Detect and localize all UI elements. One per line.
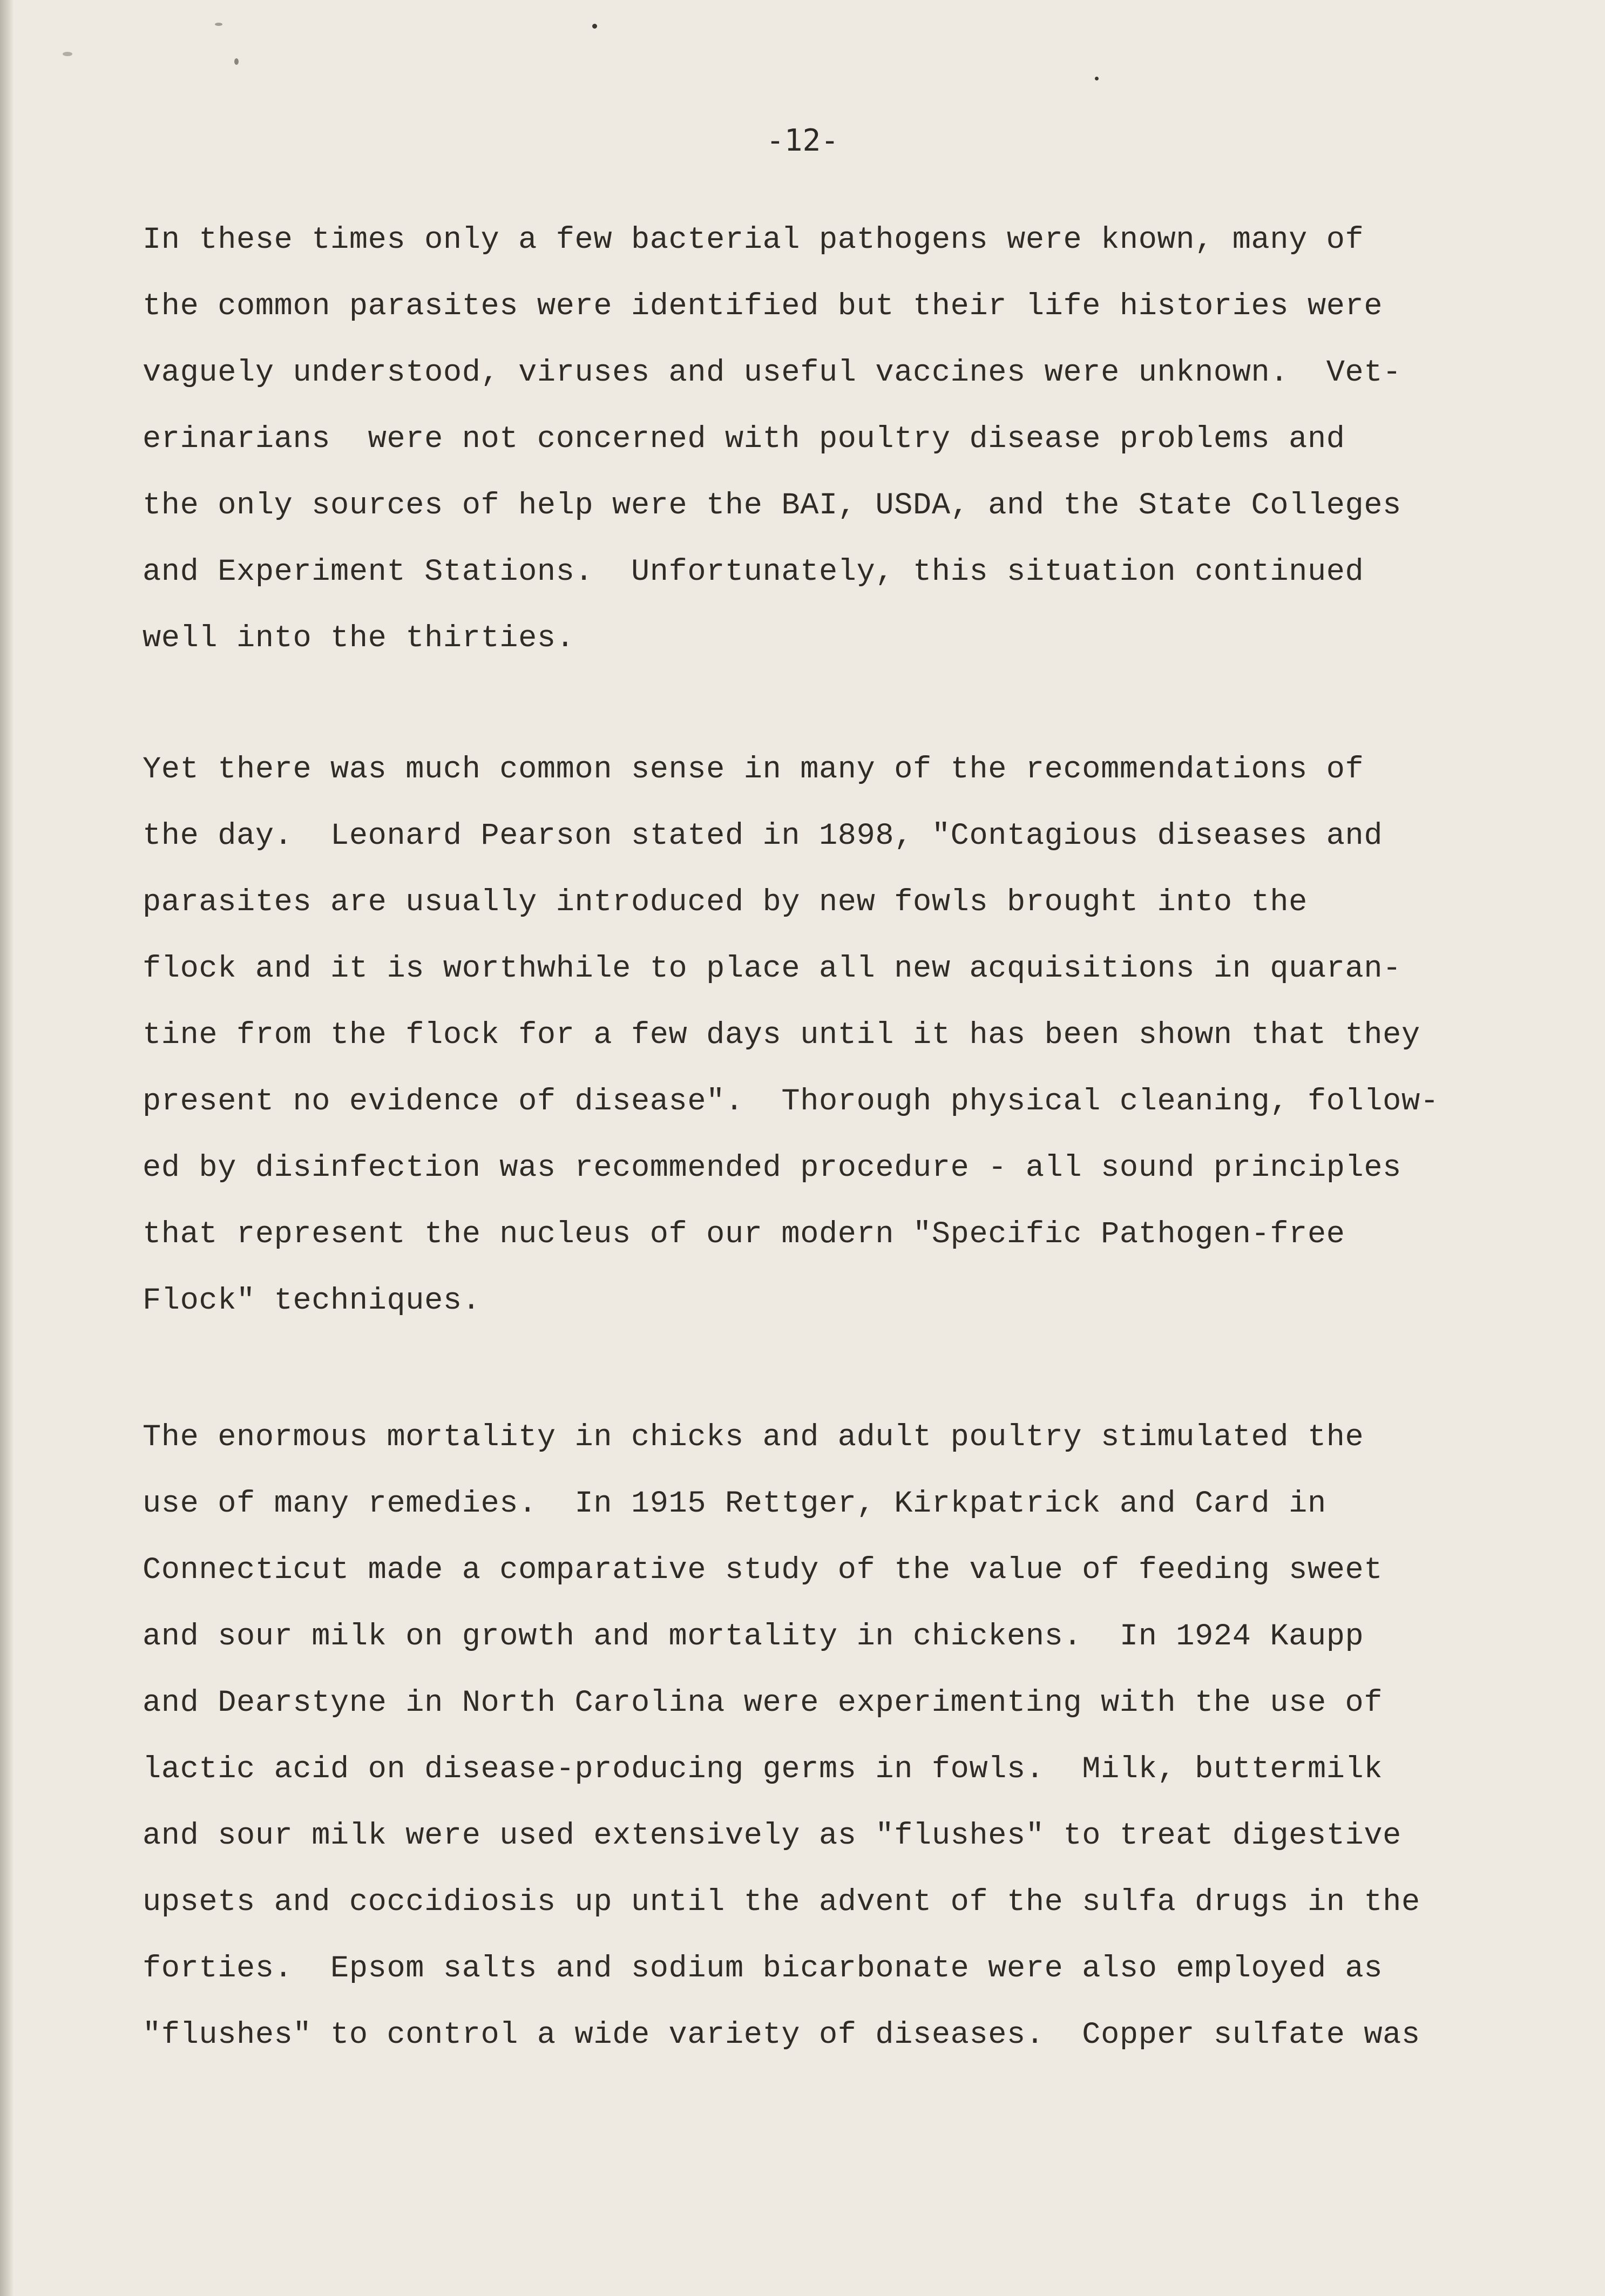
- text-line: and sour milk were used extensively as "flushes" to treat digestive: [143, 1819, 1401, 1853]
- text-line: vaguely understood, viruses and useful vaccines were unknown. Vet-: [143, 356, 1401, 390]
- text-line: the common parasites were identified but their life histories were: [143, 289, 1383, 324]
- text-line: the only sources of help were the BAI, USDA, and the State Colleges: [143, 489, 1401, 523]
- text-line: that represent the nucleus of our modern "Specific Pathogen-free: [143, 1217, 1345, 1252]
- text-line: present no evidence of disease". Thorough physical cleaning, follow-: [143, 1085, 1439, 1119]
- text-line: well into the thirties.: [143, 621, 575, 656]
- text-line: forties. Epsom salts and sodium bicarbonate were also employed as: [143, 1952, 1383, 1986]
- paper-speck: [592, 24, 597, 29]
- page-number: -12-: [766, 123, 839, 158]
- text-line: use of many remedies. In 1915 Rettger, Kirkpatrick and Card in: [143, 1487, 1326, 1521]
- paper-speck: [63, 52, 72, 56]
- text-line: Connecticut made a comparative study of the value of feeding sweet: [143, 1553, 1383, 1588]
- text-line: parasites are usually introduced by new fowls brought into the: [143, 885, 1308, 920]
- text-line: In these times only a few bacterial pathogens were known, many of: [143, 223, 1364, 258]
- text-line: ed by disinfection was recommended procedure - all sound principles: [143, 1151, 1401, 1186]
- paragraph: [143, 737, 1525, 1335]
- text-line: and sour milk on growth and mortality in chickens. In 1924 Kaupp: [143, 1620, 1364, 1654]
- text-line: lactic acid on disease-producing germs in fowls. Milk, buttermilk: [143, 1752, 1383, 1787]
- text-line: flock and it is worthwhile to place all new acquisitions in quaran-: [143, 952, 1401, 986]
- paper-speck: [215, 23, 222, 26]
- binding-edge: [0, 0, 14, 2296]
- paper-speck: [1095, 77, 1099, 80]
- paragraph: [143, 207, 1525, 672]
- paper-speck: [234, 58, 239, 65]
- text-line: The enormous mortality in chicks and adult poultry stimulated the: [143, 1420, 1364, 1455]
- text-line: Yet there was much common sense in many of the recommendations of: [143, 753, 1364, 787]
- text-line: the day. Leonard Pearson stated in 1898, "Contagious diseases and: [143, 819, 1383, 854]
- text-line: and Experiment Stations. Unfortunately, this situation continued: [143, 555, 1364, 590]
- paragraph: [143, 1405, 1525, 2069]
- text-line: and Dearstyne in North Carolina were experimenting with the use of: [143, 1686, 1383, 1721]
- text-line: Flock" techniques.: [143, 1284, 481, 1318]
- text-line: upsets and coccidiosis up until the advent of the sulfa drugs in the: [143, 1885, 1420, 1920]
- text-line: erinarians were not concerned with poultry disease problems and: [143, 422, 1345, 457]
- text-line: "flushes" to control a wide variety of diseases. Copper sulfate was: [143, 2018, 1420, 2053]
- text-line: tine from the flock for a few days until it has been shown that they: [143, 1018, 1420, 1053]
